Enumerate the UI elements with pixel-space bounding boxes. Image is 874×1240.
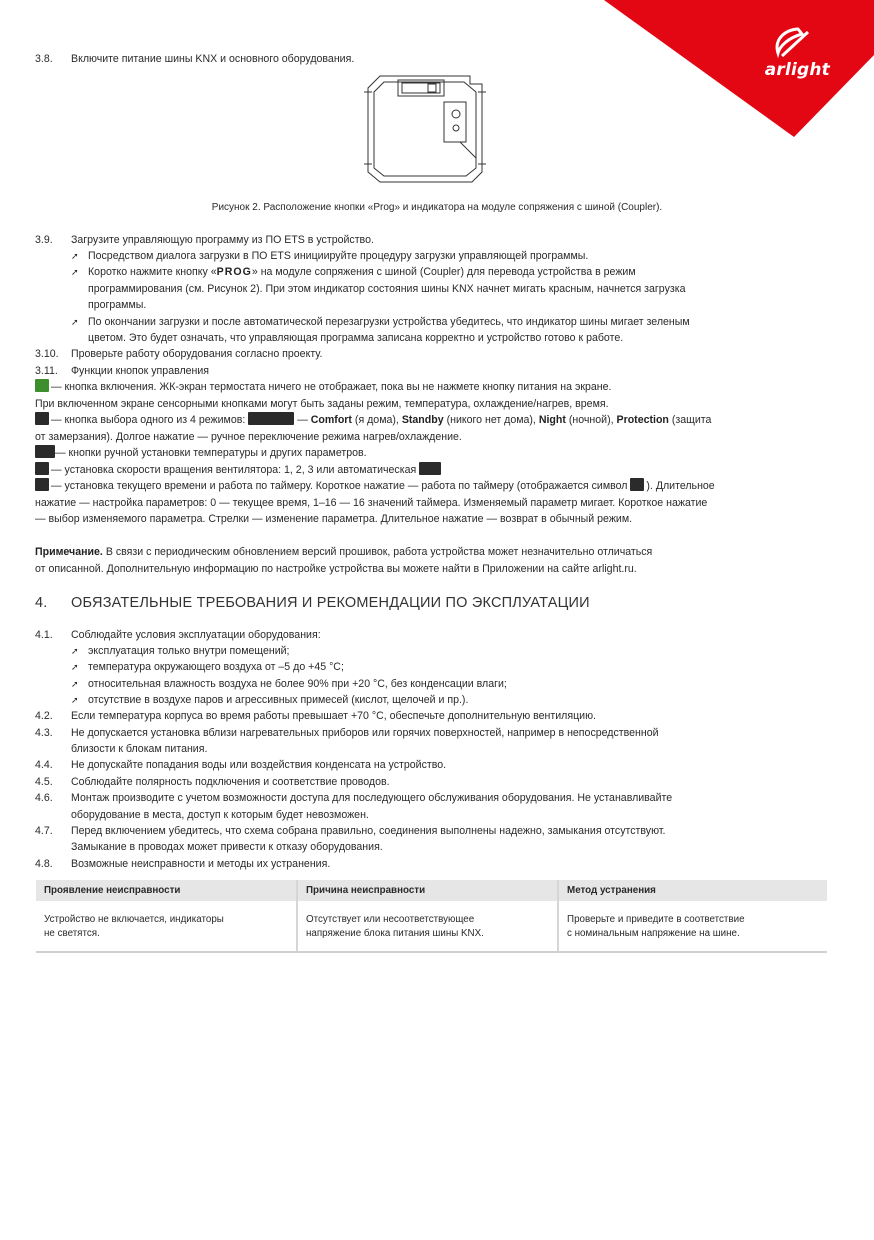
item-text: Не допускайте попадания воды или воздействия конденсата на устройство. (71, 759, 447, 771)
item-number: 4.4. (35, 759, 53, 771)
item-number: 3.11. (35, 365, 58, 377)
item-text: Если температура корпуса во время работы превышает +70 °C, обеспечьте дополнительную вентиляцию. (71, 710, 596, 722)
item-text: Не допускается установка вблизи нагревательных приборов или горячих поверхностей, например в непосредственной (71, 727, 659, 739)
bullet-arrow-icon: ➚ (71, 267, 79, 277)
list-item-continuation: программирования (см. Рисунок 2). При этом индикатор состояния шины KNX начнет мигать красным, начнется загрузка (88, 283, 686, 295)
item-number: 3.8. (35, 53, 53, 65)
function-info: При включенном экране сенсорными кнопками могут быть заданы режим, температура, охлаждение/нагрев, время. (35, 398, 609, 410)
item-number: 4.5. (35, 776, 53, 788)
table-cell: Проверьте и приведите в соответствие с номинальным напряжение на шине. (558, 901, 827, 952)
item-text: Загрузите управляющую программу из ПО ETS в устройство. (71, 234, 374, 246)
table-cell: Устройство не включается, индикаторы не светятся. (36, 901, 297, 952)
arlight-logo-icon (768, 26, 812, 60)
item-text: Соблюдайте условия эксплуатации оборудования: (71, 629, 321, 641)
item-number: 4.2. (35, 710, 53, 722)
function-timer: — установка текущего времени и работа по таймеру. Короткое нажатие — работа по таймеру (отображается символ ). Длительное (35, 478, 715, 494)
item-number: 4.8. (35, 858, 53, 870)
brand-corner-triangle (604, 0, 874, 137)
fan-auto-level-icon (419, 462, 441, 475)
function-arrows: — кнопки ручной установки температуры и других параметров. (35, 445, 367, 461)
item-text: Проверьте работу оборудования согласно проекту. (71, 348, 323, 360)
function-mode: — кнопка выбора одного из 4 режимов: — Comfort (я дома), Standby (никого нет дома), Night (ночной), Protection (защита (35, 412, 711, 428)
item-text-continuation: оборудование в места, доступ к которым будет невозможен. (71, 809, 369, 821)
bullet-arrow-icon: ➚ (71, 662, 79, 672)
item-text: Возможные неисправности и методы их устранения. (71, 858, 331, 870)
item-number: 4.6. (35, 792, 53, 804)
item-text: Включите питание шины KNX и основного оборудования. (71, 53, 355, 65)
function-mode-continuation: от замерзания). Долгое нажатие — ручное переключение режима нагрев/охлаждение. (35, 431, 462, 443)
clock-icon (35, 478, 49, 491)
item-number: 3.9. (35, 234, 53, 246)
function-timer-continuation: — выбор изменяемого параметра. Стрелки — изменение параметра. Длительное нажатие — возврат в обычный режим. (35, 513, 633, 525)
timer-symbol-icon (630, 478, 644, 491)
table-row (36, 901, 827, 952)
function-power: — кнопка включения. ЖК-экран термостата ничего не отображает, пока вы не нажмете кнопку питания на экране. (35, 379, 611, 395)
fan-icon (35, 462, 49, 475)
item-number: 4.7. (35, 825, 53, 837)
item-number: 4.1. (35, 629, 53, 641)
fault-table (36, 880, 827, 953)
mode-icons (248, 412, 294, 425)
bullet-arrow-icon: ➚ (71, 679, 79, 689)
list-item-continuation: цветом. Это будет означать, что управляющая программа записана корректно и устройство готово к работе. (88, 332, 624, 344)
function-timer-continuation: нажатие — настройка параметров: 0 — текущее время, 1–16 — 16 значений таймера. Изменяемый параметр мигает. Короткое нажатие (35, 497, 708, 509)
power-icon (35, 379, 49, 392)
bullet-arrow-icon: ➚ (71, 695, 79, 705)
up-down-arrows-icon (35, 445, 55, 458)
list-item-continuation: программы. (88, 299, 147, 311)
item-text: Соблюдайте полярность подключения и соответствие проводов. (71, 776, 390, 788)
note-label: Примечание. (35, 546, 103, 558)
coupler-module-drawing (360, 72, 490, 190)
note: Примечание. В связи с периодическим обновлением версий прошивок, работа устройства может незначительно отличаться (35, 546, 653, 558)
bullet-arrow-icon: ➚ (71, 646, 79, 656)
item-text: Перед включением убедитесь, что схема собрана правильно, соединения выполнены надежно, замыкания отсутствуют. (71, 825, 666, 837)
item-text: Функции кнопок управления (71, 365, 210, 377)
column-header: Проявление неисправности (36, 880, 297, 901)
table-header-row (36, 880, 827, 901)
item-number: 4.3. (35, 727, 53, 739)
figure-caption: Рисунок 2. Расположение кнопки «Prog» и индикатора на модуле сопряжения с шиной (Coupler). (211, 202, 663, 213)
item-number: 3.10. (35, 348, 59, 360)
bullet-arrow-icon: ➚ (71, 317, 79, 327)
item-text-continuation: Замыкание в проводах может привести к отказу оборудования. (71, 841, 383, 853)
item-text-continuation: близости к блокам питания. (71, 743, 208, 755)
column-header: Причина неисправности (297, 880, 558, 901)
prog-label: PROG (216, 266, 252, 278)
bullet-arrow-icon: ➚ (71, 251, 79, 261)
item-text: Монтаж производите с учетом возможности доступа для последующего обслуживания оборудования. Не устанавливайте (71, 792, 673, 804)
arlight-logo-text: arlight (764, 60, 830, 80)
gear-icon (35, 412, 49, 425)
note-continuation: от описанной. Дополнительную информацию по настройке устройства вы можете найти в Приложении на сайте arlight.ru. (35, 563, 637, 575)
table-cell: Отсутствует или несоответствующее напряжение блока питания шины KNX. (297, 901, 558, 952)
function-fan: — установка скорости вращения вентилятора: 1, 2, 3 или автоматическая (35, 462, 441, 478)
column-header: Метод устранения (558, 880, 827, 901)
